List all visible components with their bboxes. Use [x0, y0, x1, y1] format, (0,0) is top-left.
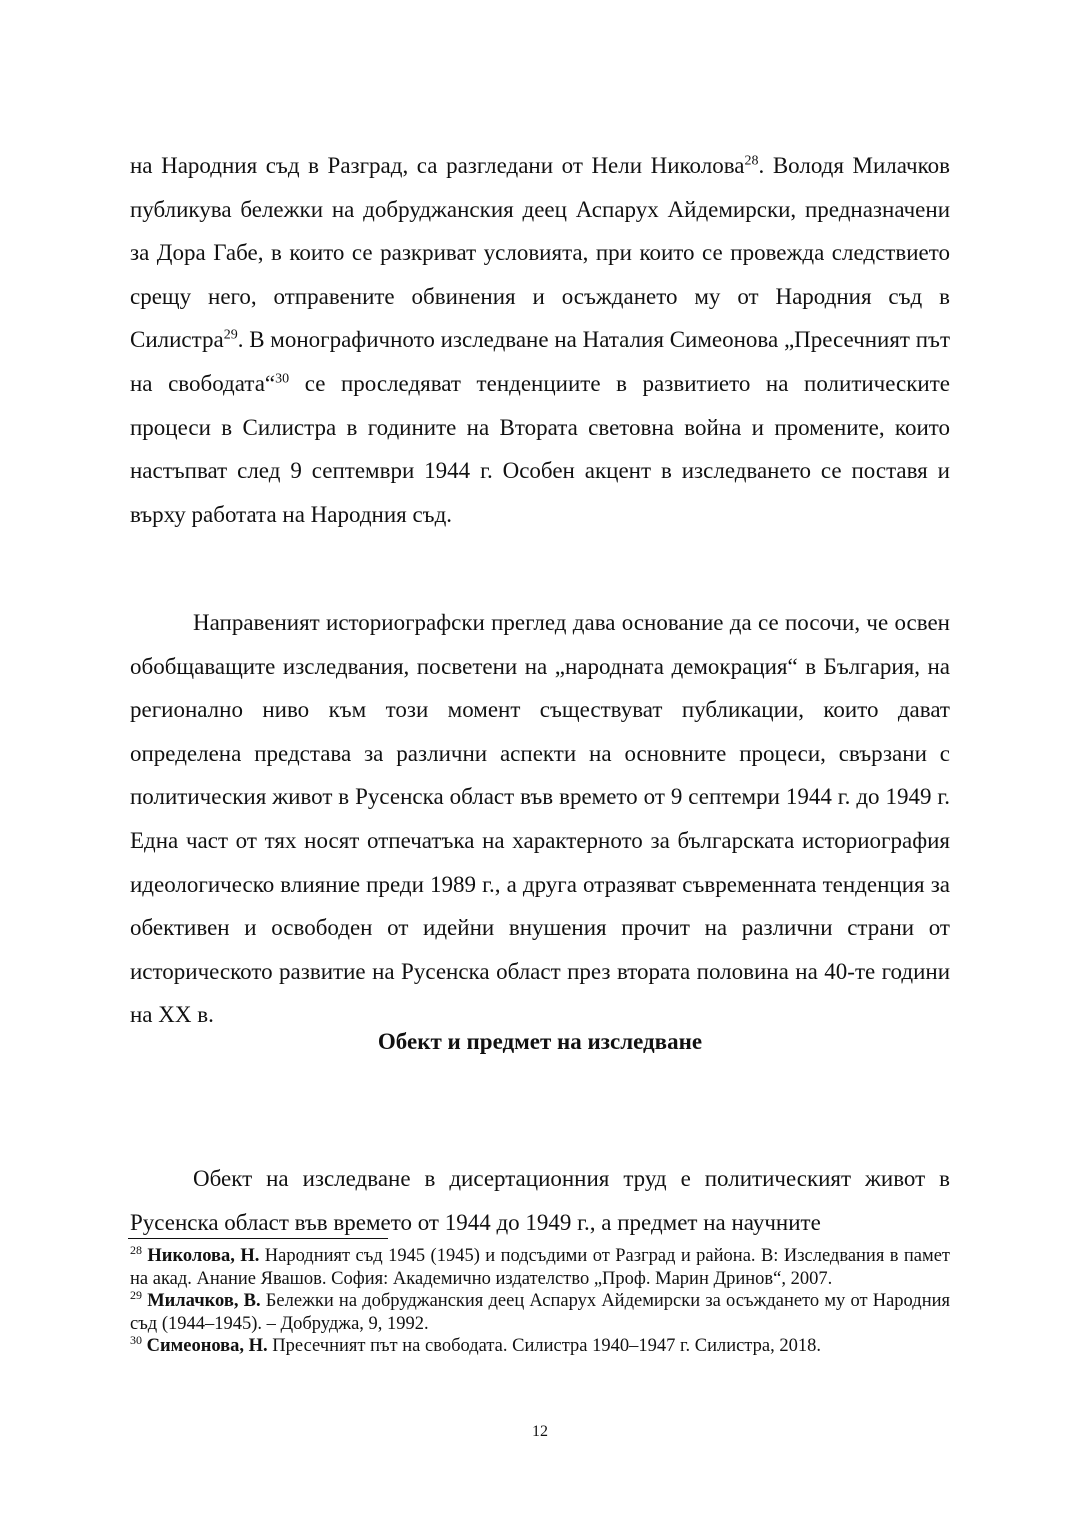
footnote-29	[130, 1287, 951, 1335]
footnote-number: 30	[130, 1332, 142, 1347]
footnote-reference-29[interactable]: 29	[223, 327, 238, 343]
footnote-author: Николова, Н.	[147, 1246, 260, 1266]
footnote-reference-28[interactable]: 28	[744, 153, 759, 169]
footnote-author: Милачков, В.	[147, 1291, 261, 1311]
footnote-number: 28	[130, 1242, 142, 1257]
section-heading: Обект и предмет на изследване	[377, 1029, 703, 1054]
footnote-text: Бележки на добруджанския деец Аспарух Айдемирски за осъждането му от Народния съд (1944–1945). – Добруджа, 9, 1992.	[130, 1291, 951, 1334]
paragraph-text: се проследяват тенденциите в развитието на политическите процеси в Силистра в годините на Втората световна война и промените, които настъпват след 9 септември 1944 г. Особен акцент в изследването се поставя и върху работата на Народния съд.	[130, 370, 950, 527]
footnote-30	[130, 1332, 950, 1358]
footnote-number: 29	[130, 1287, 142, 1302]
footnote-reference-30[interactable]: 30	[275, 371, 290, 387]
footnote-author: Симеонова, Н.	[146, 1336, 268, 1356]
body-paragraph-continuation	[130, 144, 950, 536]
footnotes-section	[130, 1242, 951, 1358]
footnote-separator	[128, 1238, 388, 1239]
paragraph-text: . Володя Милачков публикува бележки на добруджанския деец Аспарух Айдемирски, предназначени за Дора Габе, в които се разкриват условията, при които се провежда следствието срещу него, отправените обвинения и осъждането му от Народния съд в Силистра	[130, 153, 950, 353]
page-number: 12	[532, 1423, 548, 1440]
footnote-text: Пресечният път на свободата. Силистра 1940–1947 г. Силистра, 2018.	[267, 1336, 821, 1356]
historiography-summary-paragraph: Направеният историографски преглед дава основание да се посочи, че освен обобщаващите изследвания, посветени на „народната демокрация“ в България, на регионално ниво към този момент съществуват публикации, които дават определена представа за различни аспекти на основните процеси, свързани с политическия живот в Русенска област във времето от 9 септемри 1944 г. до 1949 г. Една част от тях носят отпечатъка на характерното за българската историография идеологическо влияние преди 1989 г., а друга отразяват съвременната тенденция за обективен и освободен от идейни внушения прочит на различни страни от историческото развитие на Русенска област през втората половина на 40-те години на XX в.	[130, 610, 950, 1028]
footnote-text: Народният съд 1945 (1945) и подсъдими от Разград и района. В: Изследвания в памет на акад. Анание Явашов. София: Академично издателство „Проф. Марин Дринов“, 2007.	[130, 1246, 951, 1289]
paragraph-text: . В монографичното изследване на Наталия Симеонова „Пресечният път на свободата“	[130, 327, 950, 396]
footnote-28	[130, 1242, 951, 1290]
paragraph-text: на Народния съд в Разград, са разгледани от Нели Николова	[130, 153, 745, 178]
object-of-research-paragraph: Обект на изследване в дисертационния труд е политическият живот в Русенска област във времето от 1944 до 1949 г., а предмет на научните	[130, 1166, 950, 1235]
